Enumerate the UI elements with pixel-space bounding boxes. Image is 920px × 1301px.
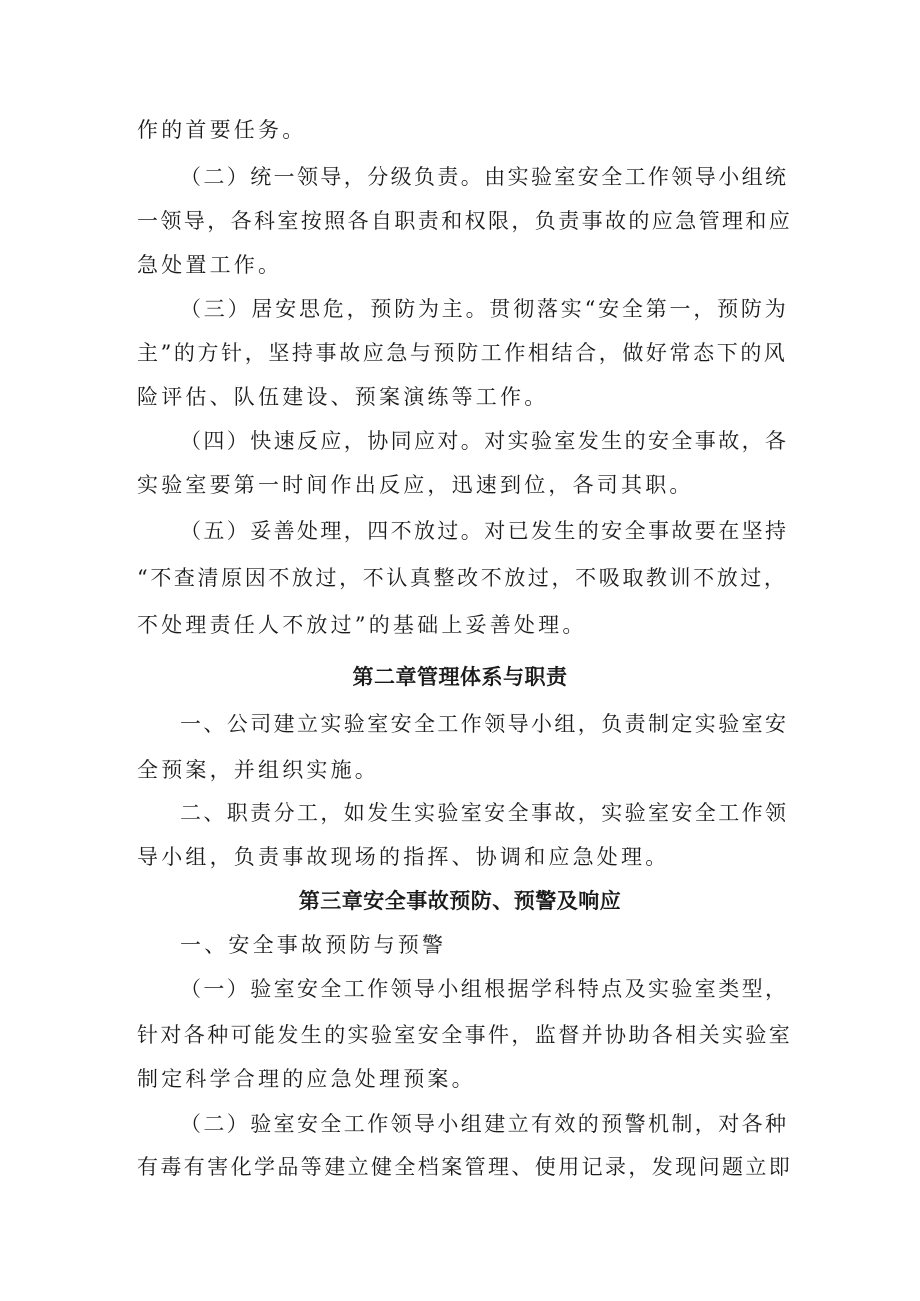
text-line: 导小组，负责事故现场的指挥、协调和应急处理。 (137, 845, 670, 869)
text-line: 一领导，各科室按照各自职责和权限，负责事故的应急管理和应 (137, 209, 793, 233)
chapter-heading: 第三章安全事故预防、预警及响应 (298, 889, 622, 913)
text-line: 一、公司建立实验室安全工作领导小组，负责制定实验室安 (180, 712, 789, 736)
text-line: 有毒有害化学品等建立健全档案管理、使用记录，发现问题立即 (137, 1155, 793, 1179)
text-line: （四）快速反应，协同应对。对实验室发生的安全事故，各 (180, 429, 789, 453)
text-line: 二、职责分工，如发生实验室安全事故，实验室安全工作领 (180, 801, 789, 825)
text-line: 不处理责任人不放过”的基础上妥善处理。 (137, 613, 587, 637)
text-line: 制定科学合理的应急处理预案。 (137, 1067, 476, 1091)
text-line: 险评估、队伍建设、预案演练等工作。 (137, 385, 549, 409)
text-line: 全预案，并组织实施。 (137, 758, 379, 782)
text-line: 一、安全事故预防与预警 (180, 933, 447, 957)
text-line: （二）统一领导，分级负责。由实验室安全工作领导小组统 (180, 165, 789, 189)
text-line: （五）妥善处理，四不放过。对已发生的安全事故要在坚持 (180, 519, 789, 543)
text-line: 急处置工作。 (137, 253, 283, 277)
text-line: （一）验室安全工作领导小组根据学科特点及实验室类型， (180, 977, 789, 1001)
text-line: 实验室要第一时间作出反应，迅速到位，各司其职。 (137, 473, 694, 497)
text-line: 作的首要任务。 (137, 118, 307, 142)
text-line: “不查清原因不放过，不认真整改不放过，不吸取教训不放过， (137, 566, 788, 590)
text-line: 主”的方针，坚持事故应急与预防工作相结合，做好常态下的风 (137, 341, 788, 365)
text-line: （二）验室安全工作领导小组建立有效的预警机制，对各种 (180, 1112, 789, 1136)
chapter-heading: 第二章管理体系与职责 (352, 665, 568, 689)
text-line: 针对各种可能发生的实验室安全事件，监督并协助各相关实验室 (137, 1023, 793, 1047)
text-line: （三）居安思危，预防为主。贯彻落实“安全第一，预防为 (180, 297, 789, 321)
